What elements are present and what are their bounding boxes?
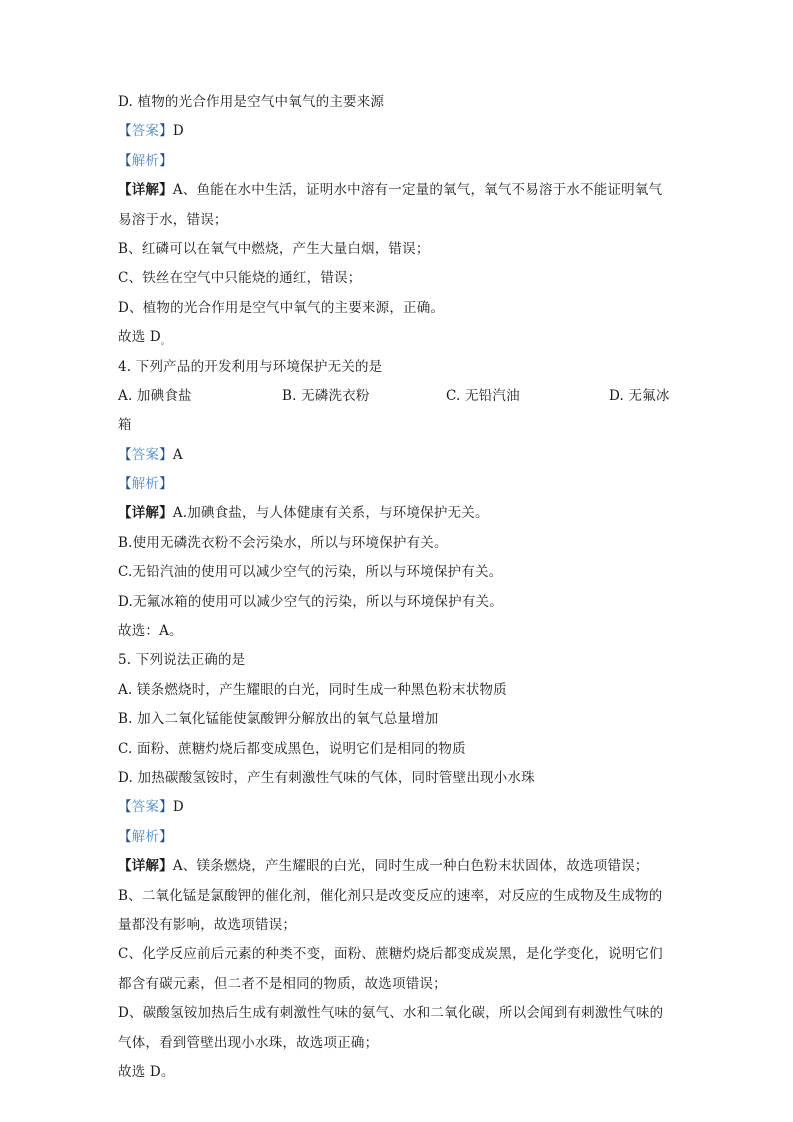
q4-option-d: D. 无氟冰	[609, 387, 670, 404]
document-page	[118, 88, 678, 1087]
detail-tag: 【详解】	[118, 505, 173, 522]
q5-detail-line: 量都没有影响，故选项错误；	[118, 916, 297, 933]
q4-answer	[118, 441, 678, 470]
q5-option-c: C. 面粉、蔗糖灼烧后都变成黑色，说明它们是相同的物质	[118, 740, 466, 757]
q4-option-d-wrap: 箱	[118, 417, 132, 434]
answer-value: D	[172, 799, 184, 816]
q5-detail-line: 【详解】A、镁条燃烧，产生耀眼的白光，同时生成一种白色粉末状固体，故选项错误；	[118, 858, 649, 875]
q3-answer	[118, 117, 678, 146]
analysis-tag: 【解析】	[118, 476, 173, 493]
q4-option-a: A. 加碘食盐	[118, 387, 192, 404]
answer-tag: 【答案】	[118, 446, 173, 463]
q3-detail-line: C、铁丝在空气中只能烧的通红，错误；	[118, 270, 362, 287]
q4-option-b: B. 无磷洗衣粉	[282, 387, 370, 404]
q5-option-d: D. 加热碳酸氢铵时，产生有刺激性气味的气体，同时管壁出现小水珠	[118, 769, 535, 786]
q4-detail-line: C.无铅汽油的使用可以减少空气的污染，所以与环境保护有关。	[118, 564, 503, 581]
q5-conclusion: 故选 D。	[118, 1063, 175, 1080]
answer-tag: 【答案】	[118, 123, 173, 140]
q4-conclusion: 故选：A。	[118, 623, 183, 640]
detail-tag: 【详解】	[118, 182, 173, 199]
q3-detail-line: 【详解】A、鱼能在水中生活，证明水中溶有一定量的氧气，氧气不易溶于水不能证明氧气	[118, 182, 663, 199]
q4-option-c: C. 无铅汽油	[446, 387, 520, 404]
q5-option-b: B. 加入二氧化锰能使氯酸钾分解放出的氧气总量增加	[118, 711, 439, 728]
q5-answer	[118, 793, 678, 822]
q5-detail-line: 气体，看到管壁出现小水珠，故选项正确；	[118, 1034, 379, 1051]
q4-detail-line: 【详解】A.加碘食盐，与人体健康有关系，与环境保护无关。	[118, 505, 489, 522]
q5-stem: 5. 下列说法正确的是	[118, 652, 246, 669]
analysis-tag: 【解析】	[118, 828, 173, 845]
q5-detail-line: 都含有碳元素，但二者不是相同的物质，故选项错误；	[118, 975, 447, 992]
q5-detail-line: D、碳酸氢铵加热后生成有刺激性气味的氨气、水和二氧化碳，所以会闻到有刺激性气味的	[118, 1005, 664, 1022]
analysis-tag: 【解析】	[118, 152, 173, 169]
q3-option-d: D. 植物的光合作用是空气中氧气的主要来源	[118, 94, 385, 110]
answer-value: D	[172, 123, 184, 140]
q3-detail-line: B、红磷可以在氧气中燃烧，产生大量白烟，错误；	[118, 240, 430, 257]
q4-detail-line: D.无氟冰箱的使用可以减少空气的污染，所以与环境保护有关。	[118, 593, 503, 610]
detail-tag: 【详解】	[118, 858, 173, 875]
q3-analysis-tag	[118, 147, 678, 176]
answer-tag: 【答案】	[118, 799, 173, 816]
q4-stem: 4. 下列产品的开发利用与环境保护无关的是	[118, 358, 383, 375]
q3-detail-line: D、植物的光合作用是空气中氧气的主要来源，正确。	[118, 299, 445, 316]
q5-detail-line: C、化学反应前后元素的种类不变，面粉、蔗糖灼烧后都变成炭黑，是化学变化，说明它们	[118, 946, 663, 963]
q3-conclusion: 故选 $D_。$	[118, 329, 171, 348]
q3-detail-line: 易溶于水，错误；	[118, 211, 228, 228]
q5-detail-line: B、二氧化锰是氯酸钾的催化剂，催化剂只是改变反应的速率，对反应的生成物及生成物的	[118, 887, 663, 904]
q4-analysis-tag	[118, 470, 678, 499]
q4-options	[118, 382, 678, 411]
q5-option-a: A. 镁条燃烧时，产生耀眼的白光，同时生成一种黑色粉末状物质	[118, 681, 507, 698]
q4-detail-line: B.使用无磷洗衣粉不会污染水，所以与环境保护有关。	[118, 534, 448, 551]
answer-value: A	[172, 446, 183, 463]
q5-analysis-tag	[118, 823, 678, 852]
